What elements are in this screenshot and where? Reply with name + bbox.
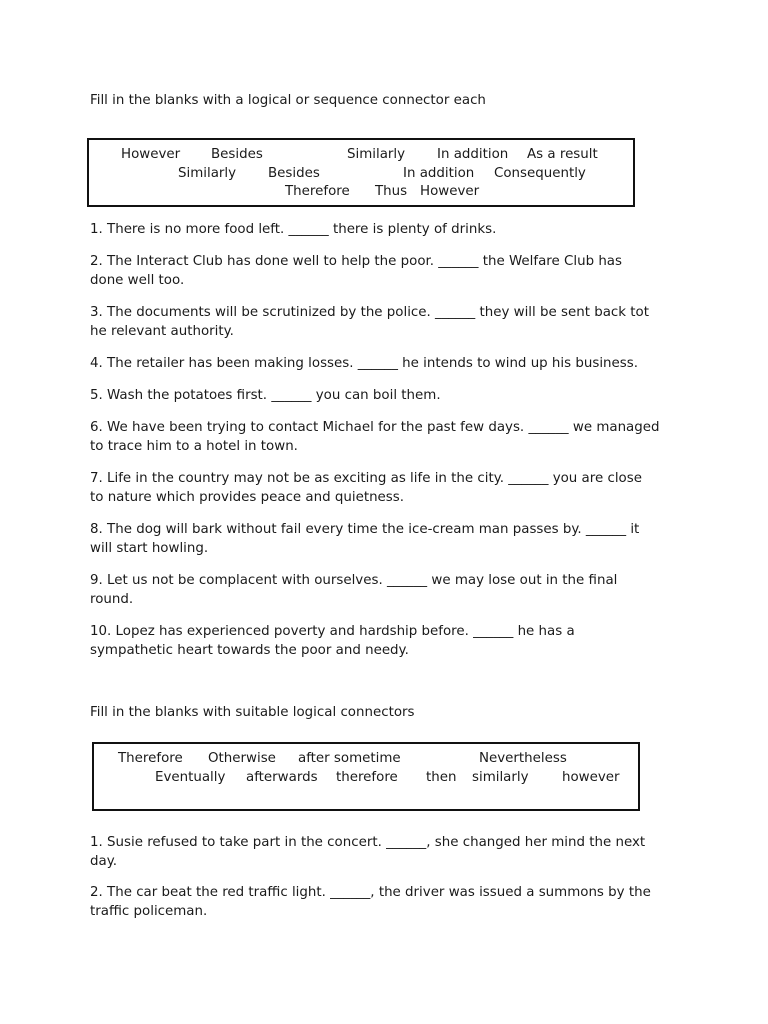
word-box-item: However: [121, 147, 181, 162]
word-box-item: therefore: [336, 770, 398, 785]
question-line: 3. The documents will be scrutinized by the police. ______ they will be sent back tot: [90, 305, 649, 320]
word-box-item: In addition: [437, 147, 509, 162]
word-box-item: similarly: [472, 770, 529, 785]
question-line: done well too.: [90, 273, 185, 288]
word-box-2: [92, 742, 640, 811]
word-box-item: Similarly: [347, 147, 406, 162]
question-line: to trace him to a hotel in town.: [90, 439, 298, 454]
question-item: [90, 220, 690, 239]
question-line: 2. The car beat the red traffic light. ______, the driver was issued a summons by the: [90, 885, 651, 900]
question-item: [90, 571, 690, 609]
question-line: day.: [90, 854, 117, 869]
question-line: 1. There is no more food left. ______ there is plenty of drinks.: [90, 222, 497, 237]
word-box-1: [87, 138, 635, 207]
question-line: 6. We have been trying to contact Michael for the past few days. ______ we managed: [90, 420, 660, 435]
word-box-item: then: [426, 770, 457, 785]
question-item: [90, 622, 690, 660]
question-item: [90, 386, 690, 405]
question-item: [90, 469, 690, 507]
word-box-item: Consequently: [494, 166, 586, 181]
word-box-item: Nevertheless: [479, 751, 567, 766]
question-item: [90, 252, 690, 290]
word-box-item: However: [420, 184, 480, 199]
word-box-item: Thus: [375, 184, 408, 199]
question-line: to nature which provides peace and quietness.: [90, 490, 404, 505]
word-box-item: Besides: [268, 166, 320, 181]
question-line: 1. Susie refused to take part in the concert. ______, she changed her mind the next: [90, 835, 646, 850]
question-line: traffic policeman.: [90, 904, 208, 919]
word-box-item: afterwards: [246, 770, 318, 785]
question-line: 8. The dog will bark without fail every time the ice-cream man passes by. ______ it: [90, 522, 640, 537]
question-item: [90, 303, 690, 341]
word-box-item: Eventually: [155, 770, 226, 785]
section1-instruction: Fill in the blanks with a logical or sequence connector each: [90, 93, 486, 108]
question-line: he relevant authority.: [90, 324, 234, 339]
word-box-item: Similarly: [178, 166, 237, 181]
question-line: 7. Life in the country may not be as exciting as life in the city. ______ you are close: [90, 471, 642, 486]
question-item: [90, 354, 690, 373]
word-box-item: after sometime: [298, 751, 401, 766]
question-line: 2. The Interact Club has done well to help the poor. ______ the Welfare Club has: [90, 254, 622, 269]
question-line: 9. Let us not be complacent with ourselves. ______ we may lose out in the final: [90, 573, 618, 588]
question-item: [90, 883, 690, 921]
word-box-item: As a result: [527, 147, 598, 162]
word-box-item: however: [562, 770, 620, 785]
word-box-item: Otherwise: [208, 751, 276, 766]
question-line: 4. The retailer has been making losses. ______ he intends to wind up his business.: [90, 356, 638, 371]
word-box-item: Besides: [211, 147, 263, 162]
question-line: will start howling.: [90, 541, 209, 556]
question-line: 10. Lopez has experienced poverty and hardship before. ______ he has a: [90, 624, 575, 639]
question-line: 5. Wash the potatoes first. ______ you can boil them.: [90, 388, 441, 403]
question-item: [90, 418, 690, 456]
word-box-item: In addition: [403, 166, 475, 181]
question-item: [90, 520, 690, 558]
word-box-item: Therefore: [118, 751, 183, 766]
question-item: [90, 833, 690, 871]
question-line: sympathetic heart towards the poor and needy.: [90, 643, 409, 658]
word-box-item: Therefore: [285, 184, 350, 199]
question-line: round.: [90, 592, 134, 607]
section2-instruction: Fill in the blanks with suitable logical connectors: [90, 705, 415, 720]
